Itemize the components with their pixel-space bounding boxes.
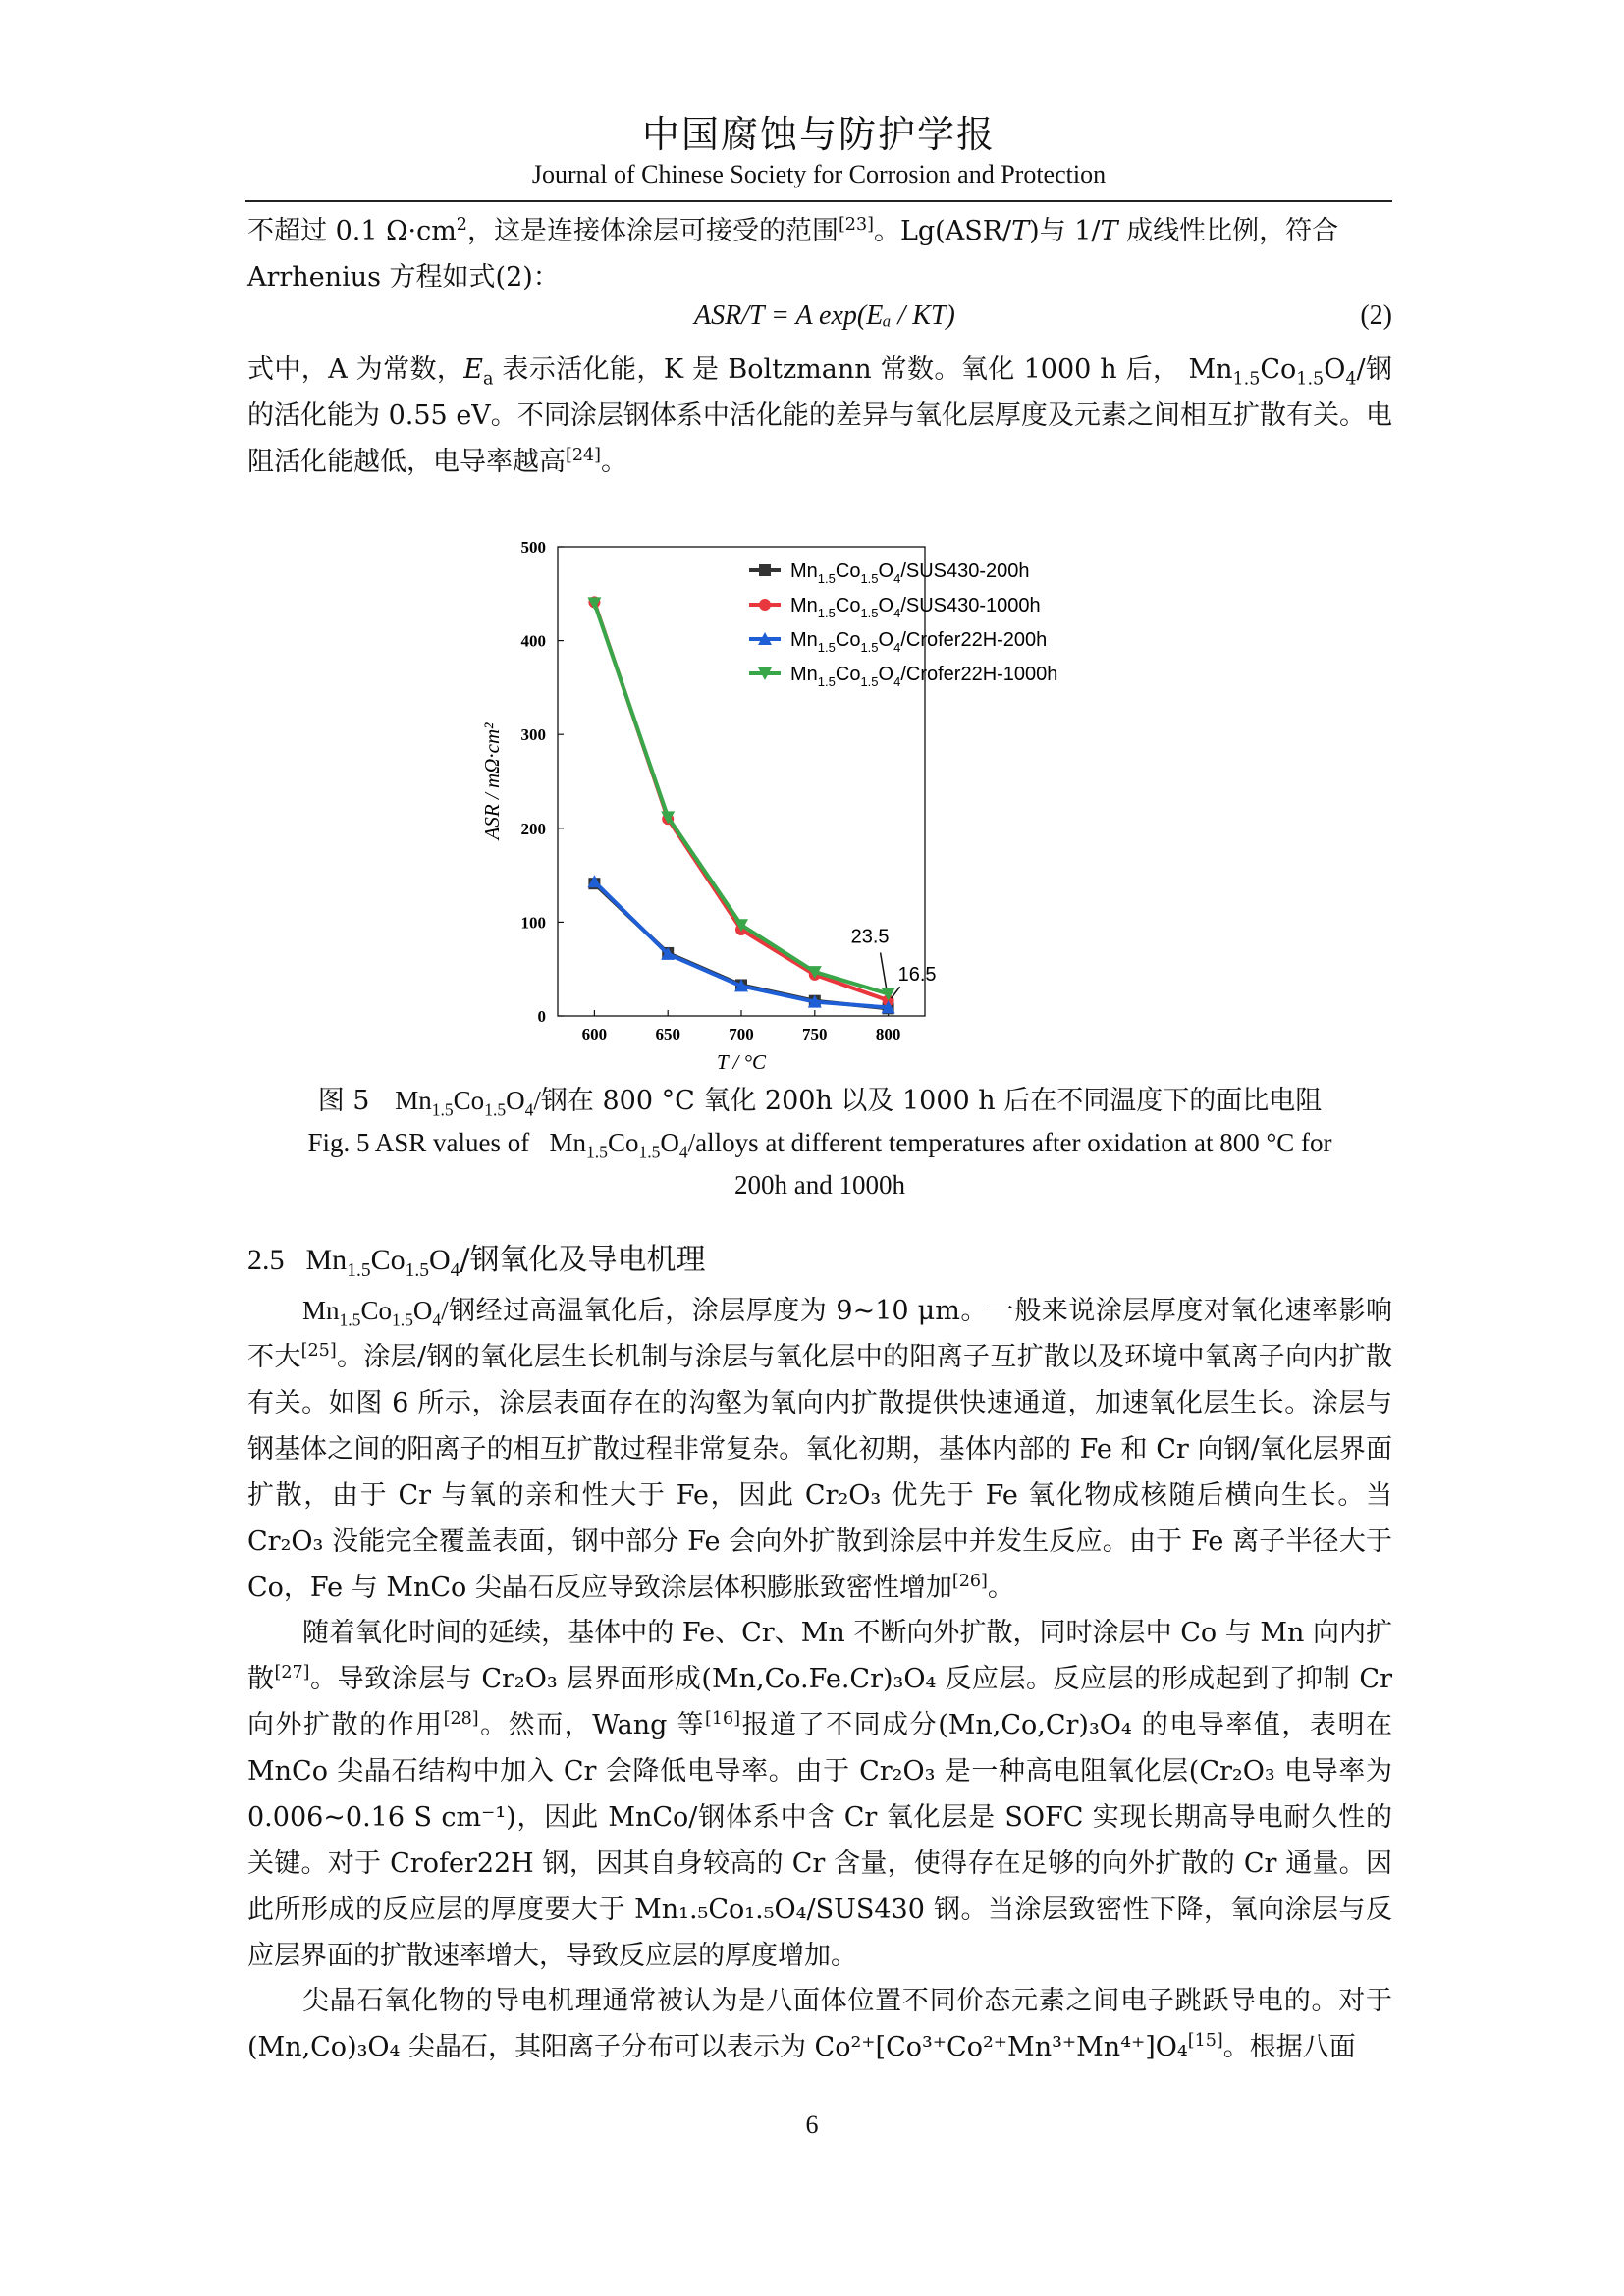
caption-en-head: Fig. 5 ASR values of	[307, 1128, 530, 1157]
x-tick-label: 800	[875, 1025, 901, 1043]
citation: [24]	[566, 446, 601, 465]
series-Mn1.5Co1.5O4/Crofer22H-200h	[587, 875, 894, 1013]
journal-header	[245, 110, 1392, 190]
text: )与 1/	[1029, 216, 1101, 246]
text: 尖晶石氧化物的导电机理通常被认为是八面体位置不同价态元素之间电子跳跃导电的。对于(Mn,Co)₃O₄ 尖晶石，其阳离子分布可以表示为 Co²⁺[Co³⁺Co²⁺Mn³⁺Mn⁴⁺]O₄	[247, 1986, 1392, 2062]
citation: [25]	[300, 1341, 337, 1361]
figure-5-chart	[461, 525, 1168, 1075]
text: 不超过 0.1 Ω·cm	[247, 216, 457, 246]
caption-en-line2: 200h and 1000h	[734, 1170, 905, 1200]
legend-text-part: 4	[893, 674, 901, 689]
journal-title-en: Journal of Chinese Society for Corrosion and Protection	[531, 160, 1107, 188]
citation: [26]	[951, 1572, 988, 1591]
x-tick-label: 600	[581, 1025, 608, 1043]
x-tick-label: 700	[729, 1025, 754, 1043]
legend-text-part: Co	[835, 629, 861, 651]
text: 经过高温氧化后，涂层厚度为 9~10 μm。一般来说涂层厚度对氧化速率影响不大	[247, 1296, 1392, 1372]
annotation-arrow	[881, 953, 887, 988]
text: 。Lg(ASR/	[873, 216, 1012, 246]
legend-text-part: Mn	[790, 629, 818, 651]
x-tick-label: 750	[802, 1025, 828, 1043]
paragraph-diffusion	[247, 1610, 1392, 1979]
page-number: 6	[805, 2110, 819, 2139]
text: Arrhenius 方程如式(2)：	[247, 262, 560, 293]
legend-text-part: 1.5	[817, 674, 836, 689]
y-tick-label: 500	[520, 538, 546, 557]
series-Mn1.5Co1.5O4/SUS430-200h	[588, 878, 893, 1014]
y-tick-label: 200	[520, 819, 546, 838]
y-axis-label: ASR / mΩ·cm²	[480, 722, 504, 840]
legend-text-part: 1.5	[860, 674, 879, 689]
journal-title-cn: 中国腐蚀与防护学报	[641, 113, 996, 156]
citation: [23]	[838, 215, 874, 235]
figure-caption-en: Fig. 5 ASR values of $Mn_{1.5}Co_{1.5}O_4$/alloys at different temperatures after oxidation at 800 °C for 200h and 1000h	[307, 1128, 1332, 1200]
data-point-marker	[759, 599, 771, 611]
text: 。导致涂层与 Cr₂O₃ 层界面形成(Mn,Co.Fe.Cr)₃O₄ 反应层。反应层的形成起到了抑制 Cr 向外扩散的作用	[247, 1664, 1392, 1740]
annotation-label: 23.5	[850, 926, 890, 948]
figure-label: 图 5	[317, 1086, 370, 1116]
text: 。根据八面	[1222, 2032, 1356, 2062]
text: 。涂层/钢的氧化层生长机制与涂层与氧化层中的阳离子互扩散以及环境中氧离子向内扩散有关。如图 6 所示，涂层表面存在的沟壑为氧向内扩散提供快速通道，加速氧化层生长。涂层与钢基体之间的阳离子的相互扩散过程非常复杂。氧化初期，基体内部的 Fe 和 Cr 向钢/氧化层界面扩散，由于 Cr 与氧的亲和性大于 Fe，因此 Cr₂O₃ 优先于 Fe 氧化物成核随后横向生长。当 Cr₂O₃ 没能完全覆盖表面，钢中部分 Fe 会向外扩散到涂层中并发生反应。由于 Fe 离子半径大于 Co，Fe 与 MnCo 尖晶石反应导致涂层体积膨胀致密性增加	[247, 1342, 1392, 1603]
y-tick-label: 0	[537, 1007, 546, 1026]
legend-text-part: 4	[893, 606, 901, 620]
paragraph-asr-limit: 不超过 0.1 $\Omega\cdot cm^2$，这是连接体涂层可接受的范围[23]。Lg(ASR/T)与 1/T 成线性比例，符合 Arrhenius 方程如式(2)：	[247, 215, 1339, 293]
series-line	[594, 602, 888, 1000]
legend-text-part: Co	[835, 664, 861, 685]
text: 表示活化能，K 是 Boltzmann 常数。氧化 1000 h 后， Mn	[493, 354, 1233, 385]
paragraph-activation-energy: 式中，A 为常数，$E_a$ 表示活化能，K 是 Boltzmann 常数。氧化 1000 h 后， $Mn_{1.5}Co_{1.5}O_4/$钢的活化能为 0.55 eV。不同涂层钢体系中活化能的差异与氧化层厚度及元素之间相互扩散有关。电阻活化能越低，电导率越高[24]。	[247, 354, 1392, 477]
legend-text-part: /Crofer22H-200h	[900, 629, 1048, 651]
text: ，这是连接体涂层可接受的范围	[466, 216, 839, 246]
legend-text-part: Co	[835, 561, 861, 582]
legend-text-part: Mn	[790, 664, 818, 685]
chart-series	[587, 596, 894, 1014]
legend-text-part: O	[878, 629, 894, 651]
section-heading: 2.5 $Mn_{1.5}Co_{1.5}O_4/$钢氧化及导电机理	[247, 1243, 706, 1281]
legend-text-part: 1.5	[860, 640, 879, 655]
figure-caption-cn: 图 5 $Mn_{1.5}Co_{1.5}O_4/$钢在 800 °C 氧化 200h 以及 1000 h 后在不同温度下的面比电阻	[317, 1086, 1323, 1120]
asr-line-chart	[461, 525, 1168, 1075]
legend-text-part: 1.5	[817, 571, 836, 586]
legend-text-part: /SUS430-200h	[900, 561, 1030, 582]
text: 报道了不同成分(Mn,Co,Cr)₃O₄ 的电导率值，表明在 MnCo 尖晶石结构中加入 Cr 会降低电导率。由于 Cr₂O₃ 是一种高电阻氧化层(Cr₂O₃ 电导率为 0.006~0.16 S cm⁻¹)，因此 MnCo/钢体系中含 Cr 氧化层是 SOFC 实现长期高导电耐久性的关键。对于 Crofer22H 钢，因其自身较高的 Cr 含量，使得存在足够的向外扩散的 Cr 通量。因此所形成的反应层的厚度要大于 Mn₁.₅Co₁.₅O₄/SUS430 钢。当涂层致密性下降，氧向涂层与反应层界面的扩散速率增大，导致反应层的厚度增加。	[247, 1710, 1392, 1971]
text: 。	[601, 447, 627, 477]
legend-text-part: Co	[835, 595, 861, 616]
legend-entry	[790, 629, 1047, 655]
caption-text: 钢在 800 °C 氧化 200h 以及 1000 h 后在不同温度下的面比电阻	[540, 1086, 1323, 1116]
header-rule	[245, 200, 1392, 202]
legend-text-part: /Crofer22H-1000h	[900, 664, 1058, 685]
annotation-label: 16.5	[897, 964, 937, 987]
legend-entry	[790, 664, 1057, 689]
legend-text-part: 4	[893, 640, 901, 655]
legend-text-part: 4	[893, 571, 901, 586]
legend-text-part: O	[878, 664, 894, 685]
citation: [28]	[443, 1709, 479, 1729]
chart-legend	[749, 561, 1057, 689]
legend-entry	[790, 561, 1030, 586]
equation-formula: ASR/T = A exp(Eₐ / KT)	[694, 300, 955, 331]
legend-text-part: O	[878, 595, 894, 616]
legend-entry	[790, 595, 1041, 620]
y-tick-label: 300	[520, 725, 546, 745]
data-point-marker	[759, 564, 771, 576]
citation: [15]	[1187, 2031, 1223, 2051]
text: 成线性比例，符合	[1117, 216, 1339, 246]
x-axis-label: T / °C	[716, 1050, 767, 1074]
legend-text-part: 1.5	[817, 606, 836, 620]
paragraph-conduction	[247, 1978, 1392, 2070]
series-Mn1.5Co1.5O4/Crofer22H-1000h	[587, 597, 894, 1000]
series-Mn1.5Co1.5O4/SUS430-1000h	[588, 596, 893, 1006]
legend-text-part: /SUS430-1000h	[900, 595, 1041, 616]
chart-axes	[480, 538, 925, 1074]
legend-text-part: 1.5	[817, 640, 836, 655]
section-number: 2.5	[247, 1244, 285, 1276]
legend-text-part: Mn	[790, 595, 818, 616]
caption-en-tail: /alloys at different temperatures after oxidation at 800 °C for	[687, 1128, 1332, 1157]
legend-text-part: Mn	[790, 561, 818, 582]
y-tick-label: 100	[520, 913, 546, 933]
text: 。然而，Wang 等	[478, 1710, 706, 1740]
text: 式中，A 为常数，	[247, 354, 464, 385]
text: 钢的活化能为 0.55 eV。不同涂层钢体系中活化能的差异与氧化层厚度及元素之间相互扩散有关。电阻活化能越低，电导率越高	[247, 354, 1392, 477]
equation-number: (2)	[1360, 300, 1392, 331]
paragraph-oxidation: $Mn_{1.5}Co_{1.5}O_4/$钢经过高温氧化后，涂层厚度为 9~10 μm。一般来说涂层厚度对氧化速率影响不大[25]。涂层/钢的氧化层生长机制与涂层与氧化层中的阳离子互扩散以及环境中氧离子向内扩散有关。如图 6 所示，涂层表面存在的沟壑为氧向内扩散提供快速通道，加速氧化层生长。涂层与钢基体之间的阳离子的相互扩散过程非常复杂。氧化初期，基体内部的 Fe 和 Cr 向钢/氧化层界面扩散，由于 Cr 与氧的亲和性大于 Fe，因此 Cr₂O₃ 优先于 Fe 氧化物成核随后横向生长。当 Cr₂O₃ 没能完全覆盖表面，钢中部分 Fe 会向外扩散到涂层中并发生反应。由于 Fe 离子半径大于 Co，Fe 与 MnCo 尖晶石反应导致涂层体积膨胀致密性增加[26]。	[247, 1296, 1392, 1603]
equation-arrhenius	[247, 300, 1392, 340]
citation: [27]	[274, 1663, 310, 1682]
legend-text-part: O	[878, 561, 894, 582]
text: 随着氧化时间的延续，基体中的 Fe、Cr、Mn 不断向外扩散，同时涂层中 Co 与 Mn 向内扩散	[247, 1618, 1392, 1694]
citation: [16]	[705, 1709, 741, 1729]
legend-text-part: 1.5	[860, 571, 879, 586]
y-tick-label: 400	[520, 631, 546, 651]
legend-text-part: 1.5	[860, 606, 879, 620]
x-tick-label: 650	[655, 1025, 680, 1043]
section-title: /钢氧化及导电机理	[460, 1243, 706, 1277]
